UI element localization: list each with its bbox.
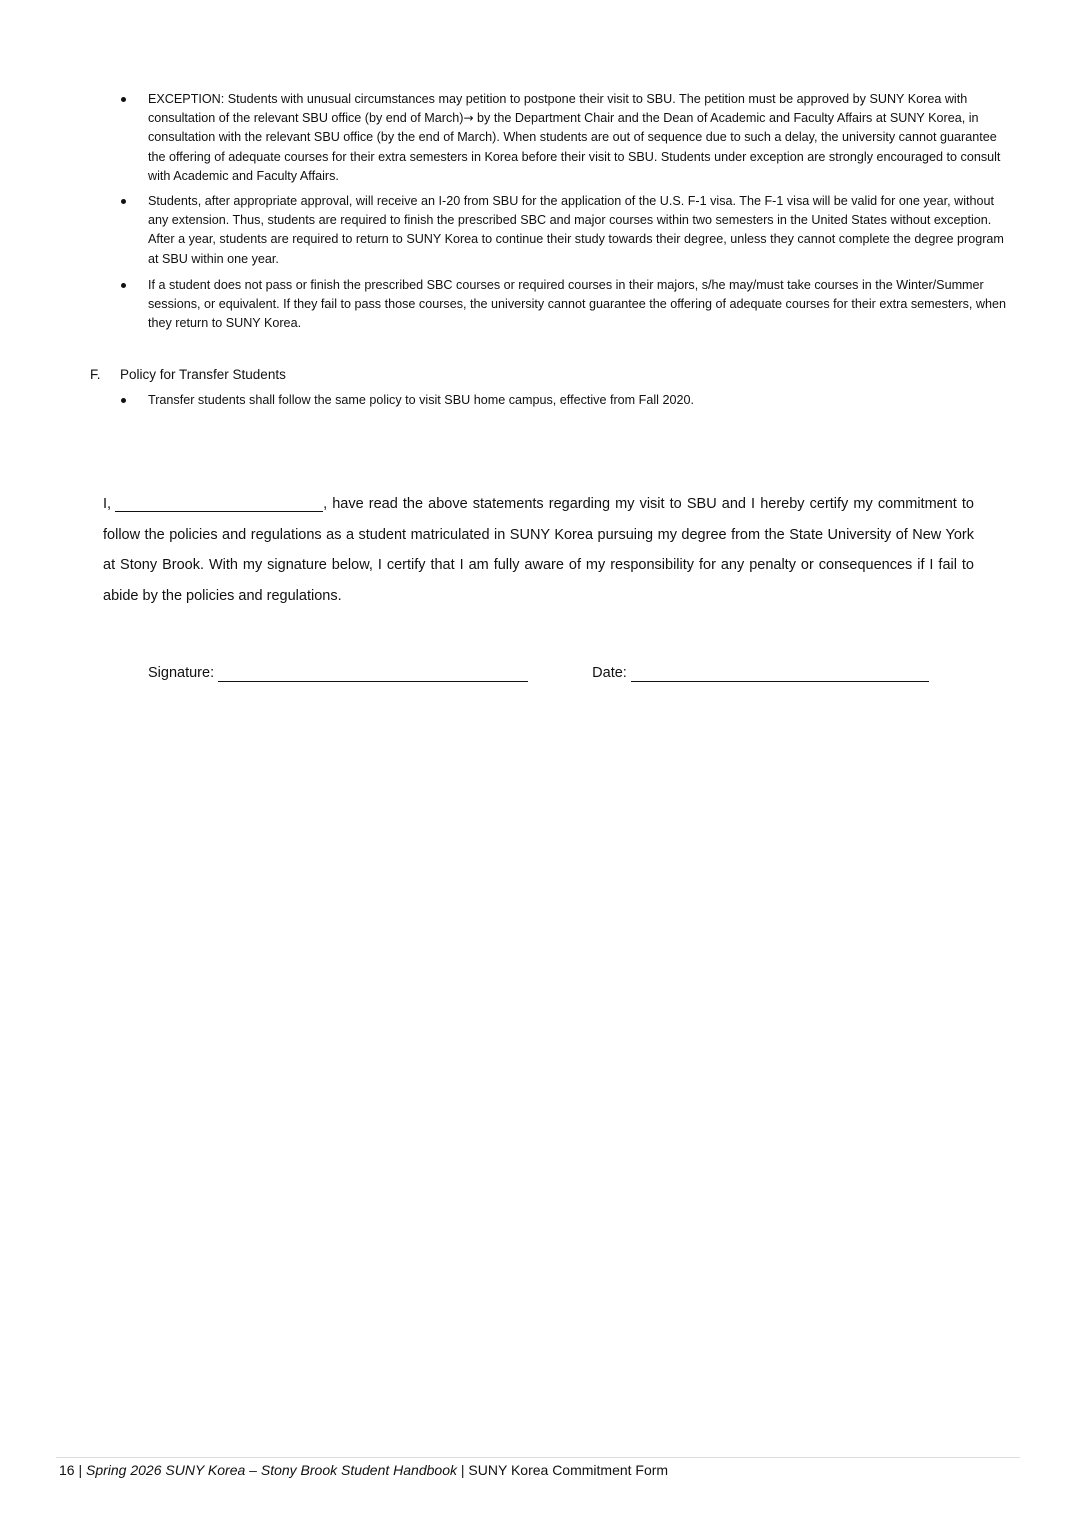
certification-statement (103, 489, 974, 611)
bullet-item-exception (148, 90, 1016, 186)
bullet-item-visa (148, 192, 1016, 269)
date-label: Date: (592, 665, 627, 681)
bullet-text: Transfer students shall follow the same policy to visit SBU home campus, effective from Fall 2020. (148, 393, 694, 407)
arrow-right-icon: → (463, 111, 474, 126)
bullet-dot (121, 199, 126, 204)
section-title: Policy for Transfer Students (120, 367, 286, 382)
section-name: SUNY Korea Commitment Form (468, 1462, 669, 1478)
footer-divider (56, 1457, 1020, 1458)
cert-prefix: I, (103, 496, 112, 512)
section-transfer-policy (90, 365, 286, 384)
footer-separator: | (460, 1462, 465, 1478)
signature-row (148, 662, 929, 684)
bullet-dot (121, 398, 126, 403)
bullet-text-continued: by the Department Chair and the Dean of Academic and Faculty Affairs at SUNY Korea, in consultation with the relevant SBU office (by the end of March). When students are out of sequence due to such a delay, the university cannot guarantee the offering of adequate courses for their extra semesters in Korea before their visit to SBU. Students under exception are strongly encouraged to consult with Academic and Faculty Affairs. (148, 111, 1001, 183)
footer-separator: | (78, 1462, 83, 1478)
handbook-title: Spring 2026 SUNY Korea – Stony Brook Student Handbook (86, 1462, 457, 1478)
bullet-text: EXCEPTION: Students with unusual circumstances may petition to postpone their visit to SBU. The petition must be approved by SUNY Korea with consultation of the relevant SBU office (by end of March) (148, 92, 968, 126)
bullet-text: Students, after appropriate approval, will receive an I-20 from SBU for the application of the U.S. F-1 visa. The F-1 visa will be valid for one year, without any extension. Thus, students are required to finish the prescribed SBC and major courses within two semesters in the United States without exception. After a year, students are required to return to SUNY Korea to continue their study towards their degree, unless they cannot complete the degree program at SBU within one year. (148, 194, 1004, 266)
section-letter: F. (90, 367, 101, 382)
bullet-item-transfer (148, 391, 1016, 410)
cert-text: , have read the above statements regarding my visit to SBU and I hereby certify my commitment to follow the policies and regulations as a student matriculated in SUNY Korea pursuing my degree from the State University of New York at Stony Brook. With my signature below, I certify that I am fully aware of my responsibility for any penalty or consequences if I fail to abide by the policies and regulations. (103, 496, 974, 604)
bullet-item-failing-courses (148, 276, 1016, 334)
bullet-dot (121, 97, 126, 102)
name-field[interactable] (115, 493, 323, 512)
section-heading (90, 365, 286, 384)
date-field[interactable] (631, 667, 929, 682)
signature-field[interactable] (218, 667, 528, 682)
page-number: 16 (59, 1462, 75, 1478)
page-footer (59, 1460, 668, 1480)
signature-label: Signature: (148, 665, 215, 681)
bullet-text: If a student does not pass or finish the prescribed SBC courses or required courses in their majors, s/he may/must take courses in the Winter/Summer sessions, or equivalent. If they fail to pass those courses, the university cannot guarantee the offering of adequate courses for their extra semesters, when they return to SUNY Korea. (148, 278, 1007, 331)
bullet-dot (121, 283, 126, 288)
